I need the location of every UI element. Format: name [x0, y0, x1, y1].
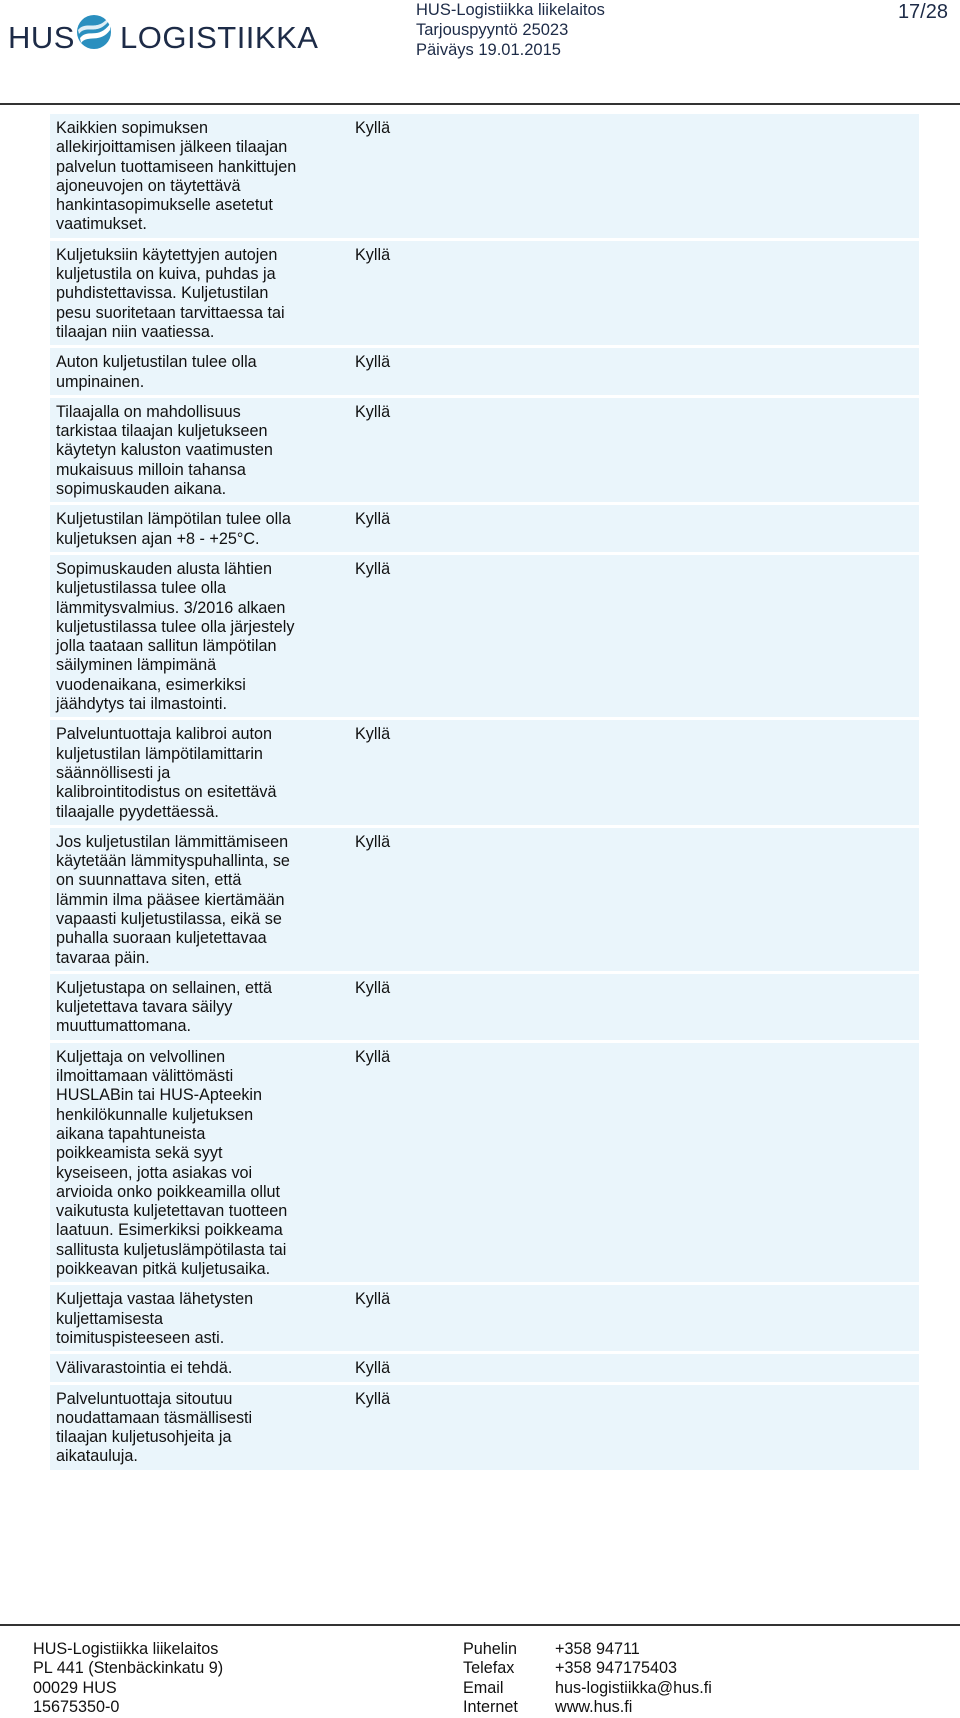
- footer-postal: 00029 HUS: [33, 1678, 117, 1697]
- contact-label: Email: [463, 1678, 504, 1697]
- logo-mark-icon: [74, 10, 114, 54]
- requirement-text: Kuljettaja on velvollinen ilmoittamaan välittömästi HUSLABin tai HUS-Apteekin henkilökunnalle kuljetuksen aikana tapahtuneista poikkeamista sekä syyt kyseiseen, jotta asiakas voi arvioida onko poikkeamilla ollut vaikutusta kuljetettavan tuotteen laatuun. Esimerkiksi poikkeama sallitusta kuljetuslämpötilasta tai poikkeavan pitkä kuljetusaika.: [56, 1047, 288, 1279]
- answer-value: Kyllä: [355, 725, 391, 744]
- contact-internet: [463, 1698, 712, 1717]
- table-row: [50, 1354, 919, 1384]
- answer-value: Kyllä: [355, 1047, 391, 1066]
- page-header: [0, 0, 960, 104]
- footer-contacts: [463, 1640, 712, 1717]
- requirement-text: Kaikkien sopimuksen allekirjoittamisen jälkeen tilaajan palvelun tuottamiseen hankittujen ajoneuvojen on täytettävä hankintasopimukselle asetetut vaatimukset.: [56, 119, 297, 234]
- table-row: [50, 720, 919, 827]
- requirement-text: Kuljetustapa on sellainen, että kuljetettava tavara säilyy muuttumattomana.: [56, 978, 272, 1036]
- requirement-text: Sopimuskauden alusta lähtien kuljetustilassa tulee olla lämmitysvalmius. 3/2016 alkaen kuljetustilassa tulee olla järjestely jolla taataan sallitun lämpötilan säilyminen lämpimänä vuodenaikana, esimerkiksi jäähdytys tai ilmastointi.: [56, 559, 295, 714]
- requirement-text: Palveluntuottaja sitoutuu noudattamaan täsmällisesti tilaajan kuljetusohjeita ja aikatauluja.: [56, 1389, 253, 1466]
- requirement-text: Kuljetuksiin käytettyjen autojen kuljetustila on kuiva, puhdas ja puhdistettavissa. Kuljetustilan pesu suoritetaan tarvittaessa tai tilaajan niin vaatiessa.: [56, 245, 285, 341]
- table-row: [50, 555, 919, 720]
- table-row: [50, 505, 919, 555]
- footer-street: PL 441 (Stenbäckinkatu 9): [33, 1659, 224, 1678]
- requirement-text: Kuljettaja vastaa lähetysten kuljettamisesta toimituspisteeseen asti.: [56, 1290, 254, 1347]
- contact-value: +358 94711: [555, 1640, 640, 1658]
- answer-value: Kyllä: [355, 559, 391, 578]
- table-row: [50, 1043, 919, 1286]
- answer-value: Kyllä: [355, 1290, 391, 1309]
- contact-label: Internet: [463, 1697, 518, 1716]
- contact-value: +358 947175403: [555, 1659, 677, 1678]
- contact-value: hus-logistiikka@hus.fi: [555, 1678, 712, 1697]
- table-row: [50, 398, 919, 505]
- table-row: [50, 241, 919, 348]
- answer-value: Kyllä: [355, 245, 391, 264]
- contact-phone: [463, 1640, 712, 1659]
- answer-value: Kyllä: [355, 119, 391, 137]
- answer-value: Kyllä: [355, 978, 391, 997]
- answer-value: Kyllä: [355, 1359, 391, 1378]
- logo-text-hus: HUS: [8, 20, 75, 55]
- answer-value: Kyllä: [355, 1389, 391, 1408]
- table-row: [50, 1385, 919, 1473]
- contact-email: [463, 1679, 712, 1698]
- header-divider: [0, 103, 960, 105]
- answer-value: Kyllä: [355, 353, 391, 372]
- contact-fax: [463, 1659, 712, 1678]
- footer-business-id: 15675350-0: [33, 1697, 120, 1716]
- header-date: Päiväys 19.01.2015: [416, 41, 561, 59]
- page-number: 17/28: [897, 1, 948, 23]
- answer-value: Kyllä: [355, 402, 391, 421]
- requirement-text: Välivarastointia ei tehdä.: [56, 1359, 233, 1378]
- document-info: [416, 0, 605, 60]
- footer-divider: [0, 1624, 960, 1626]
- requirement-text: Jos kuljetustilan lämmittämiseen käytetään lämmityspuhallinta, se on suunnattava siten, että lämmin ilma pääsee kiertämään vapaasti kuljetustilassa, eikä se puhalla suoraan kuljetettavaa tavaraa päin.: [56, 832, 290, 967]
- header-org: HUS-Logistiikka liikelaitos: [416, 1, 605, 19]
- answer-value: Kyllä: [355, 832, 391, 851]
- requirement-text: Kuljetustilan lämpötilan tulee olla kuljetuksen ajan +8 - +25°C.: [56, 510, 291, 548]
- hus-logistiikka-logo: [8, 8, 319, 58]
- table-row: [50, 1285, 919, 1354]
- contact-value: www.hus.fi: [555, 1697, 633, 1716]
- table-row: [50, 974, 919, 1043]
- table-row: [50, 348, 919, 398]
- contact-label: Puhelin: [463, 1640, 518, 1658]
- answer-value: Kyllä: [355, 510, 391, 529]
- contact-label: Telefax: [463, 1659, 515, 1678]
- requirement-text: Palveluntuottaja kalibroi auton kuljetustilan lämpötilamittarin säännöllisesti ja kalibrointitodistus on esitettävä tilaajalle pyydettäessä.: [56, 725, 277, 821]
- footer-address: [33, 1640, 223, 1717]
- footer-org: HUS-Logistiikka liikelaitos: [33, 1640, 219, 1658]
- logo-text-logistiikka: LOGISTIIKKA: [120, 20, 319, 55]
- header-doc-ref: Tarjouspyyntö 25023: [416, 21, 569, 39]
- table-row: [50, 828, 919, 974]
- requirements-table: [50, 114, 919, 1473]
- table-row: [50, 114, 919, 241]
- requirement-text: Tilaajalla on mahdollisuus tarkistaa tilaajan kuljetukseen käytetyn kaluston vaatimusten mukaisuus milloin tahansa sopimuskauden aikana.: [56, 402, 273, 499]
- requirement-text: Auton kuljetustilan tulee olla umpinainen.: [56, 353, 257, 391]
